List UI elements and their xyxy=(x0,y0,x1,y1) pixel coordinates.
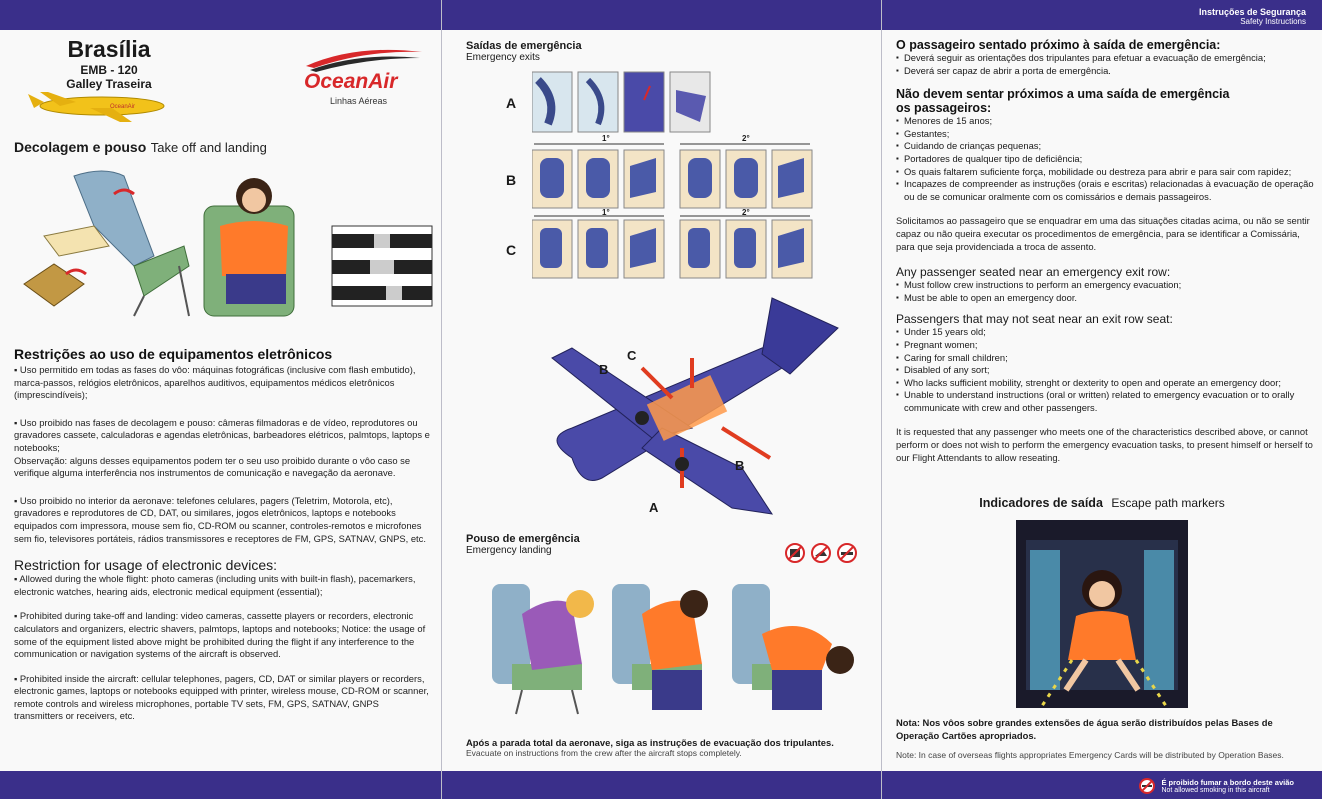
exits-title-en: Emergency exits xyxy=(466,52,540,63)
plane-exit-label-b1: B xyxy=(599,362,609,377)
seating-restriction-pt: ▪ Menores de 15 anos; xyxy=(896,115,1314,128)
row-b-second-label: 2° xyxy=(742,134,750,143)
airline-subtitle: Linhas Aéreas xyxy=(330,96,388,106)
panel-takeoff-electronics xyxy=(0,0,441,799)
seating-restriction-en: ▪ Under 15 years old; xyxy=(896,326,1314,339)
seating-restriction-en: ▪ Disabled of any sort; xyxy=(896,364,1314,377)
bottom-band xyxy=(442,771,881,799)
seating-section xyxy=(896,38,1314,464)
seating-restriction-pt: ▪ Cuidando de crianças pequenas; xyxy=(896,140,1314,153)
row-b-first-label: 1° xyxy=(602,134,610,143)
landing-title-en: Emergency landing xyxy=(466,545,552,556)
no-smoking-en: Not allowed smoking in this aircraft xyxy=(1161,787,1270,794)
no-heels-icon xyxy=(812,544,830,562)
markers-note xyxy=(896,717,1314,760)
no-smoking-icon xyxy=(1139,778,1155,794)
top-band xyxy=(442,0,881,30)
plane-exit-label-c: C xyxy=(627,348,637,363)
plane-exit-label-b2: B xyxy=(735,458,745,473)
top-band xyxy=(0,0,441,30)
header-title-block xyxy=(1199,7,1306,26)
markers-note-pt: Nota: Nos vôos sobre grandes extensões de água serão distribuídos pelas Bases de Operação Cartões apropriados. xyxy=(896,717,1273,741)
markers-title-en: Escape path markers xyxy=(1111,496,1225,510)
aircraft-name: Brasília xyxy=(67,36,151,62)
landing-note-pt: Após a parada total da aeronave, siga as instruções de evacuação dos tripulantes. xyxy=(466,737,834,748)
markers-title-pt: Indicadores de saída xyxy=(979,496,1103,510)
seating-pt-item: ▪ Deverá seguir as orientações dos tripulantes para efetuar a evacuação de emergência; xyxy=(896,52,1314,65)
aircraft-model: EMB - 120 xyxy=(80,63,138,77)
panel-seating-markers xyxy=(881,0,1322,799)
electronics-en-item-1: ▪ Allowed during the whole flight: photo cameras (including units with built-in flash), pacemarkers, electronic watches, hearing aids, electronic medical equipment (essential); xyxy=(14,573,416,597)
seating-request-pt: Solicitamos ao passageiro que se enquadrar em uma das situações citadas acima, ou não se sentir capaz ou não queira executar os procedimentos de emergência, para se identificar a Comissária, para que seja providenciada a troca de assento. xyxy=(896,215,1310,252)
landing-heading xyxy=(466,533,580,556)
header-title-en: Safety Instructions xyxy=(1240,17,1306,26)
seating-restriction-en: ▪ Who lacks sufficient mobility, strenght or dexterity to open and operate an emergency door; xyxy=(896,377,1314,390)
electronics-en-item-3: ▪ Prohibited inside the aircraft: cellular telephones, pagers, CD, DAT or similar players or recorders, electronic games, laptops or notebooks equipped with printer, wireless mouse, CD-ROM or scanner, remote controls and wireless microphones, portable TV sets, FM, GPS, SATNAV, GNPS transmitters or receivers, etc. xyxy=(14,672,429,722)
seating-restriction-en: ▪ Pregnant women; xyxy=(896,339,1314,352)
seating-title2-pt-line1: Não devem sentar próximos a uma saída de emergência xyxy=(896,87,1230,102)
seating-pt-item: ▪ Deverá ser capaz de abrir a porta de emergência. xyxy=(896,65,1314,78)
electronics-pt-item-1: ▪ Uso permitido em todas as fases do vôo: máquinas fotográficas (inclusive com flash embutido), marca-passos, relógios eletrônicos, aparelhos auditivos, equipamentos médicos eletrônicos (imprescindíveis); xyxy=(14,364,416,401)
plane-exit-label-a: A xyxy=(649,500,659,515)
landing-title-pt: Pouso de emergência xyxy=(466,533,580,545)
logo-swoosh-icon xyxy=(296,42,426,72)
row-c-label: C xyxy=(506,242,517,258)
electronics-pt-item-3: ▪ Uso proibido no interior da aeronave: telefones celulares, pagers (Teletrim, Motorola, etc), gravadores e reprodutores de CD, DAT, ou similares, jogos eletrônicos, laptops e notebooks equipados com impressora, mouse sem fio, CD-ROM ou scanner, controles-remotos e microfones sem fio, televisores portáteis, rádios transmissores e receptores de FM, GPS, SATNAV, GNPS, etc. xyxy=(14,494,426,544)
airline-name: OceanAir xyxy=(304,70,398,93)
airline-plane-icon xyxy=(20,88,170,124)
electronics-title-en: Restriction for usage of electronic devices: xyxy=(14,557,278,574)
escape-path-illustration xyxy=(1016,520,1188,708)
seating-en-item: ▪ Must follow crew instructions to perform an emergency evacuation; xyxy=(896,279,1314,292)
prohibition-icons xyxy=(784,542,860,564)
takeoff-title-pt: Decolagem e pouso xyxy=(14,139,147,155)
electronics-pt-item-2: ▪ Uso proibido nas fases de decolagem e pouso: câmeras filmadoras e de vídeo, reprodutores ou gravadores cassete, calculadoras e agendas eletrônicas, barbeadores elétricos, palmtops, laptops e notebooks; xyxy=(14,416,430,453)
no-smoking-footer xyxy=(1139,778,1294,794)
oceanair-logo xyxy=(296,42,426,106)
electronics-section xyxy=(14,346,430,723)
takeoff-illustration xyxy=(14,166,434,326)
seating-request-en: It is requested that any passenger who meets one of the characteristics described above, or cannot perform or does not wish to perform the emergency evacuation tasks, to present himself or herself to our Flight Attendants to allow reseating. xyxy=(896,426,1313,463)
header-title-pt: Instruções de Segurança xyxy=(1198,7,1306,17)
panel-exits-landing xyxy=(441,0,881,799)
seating-restriction-pt: ▪ Incapazes de compreender as instruções (orais e escritas) relacionadas à evacuação de operação ou de se comunicar oralmente com os comissários e demais passageiros. xyxy=(896,178,1314,203)
electronics-title-pt: Restrições ao uso de equipamentos eletrônicos xyxy=(14,346,333,362)
galley-label: Galley Traseira xyxy=(66,77,152,91)
no-bags-icon xyxy=(786,544,804,562)
seating-restriction-en: ▪ Unable to understand instructions (oral or written) related to emergency evacuation or to orally communicate with crew and other passengers. xyxy=(896,389,1314,414)
row-b-label: B xyxy=(506,172,517,188)
markers-heading xyxy=(882,494,1322,512)
seating-title2-en: Passengers that may not seat near an exit row seat: xyxy=(896,312,1173,327)
seating-restriction-pt: ▪ Os quais faltarem suficiente força, mobilidade ou destreza para abrir e para sair com rapidez; xyxy=(896,166,1314,179)
exits-title-pt: Saídas de emergência xyxy=(466,40,582,52)
seating-restriction-en: ▪ Caring for small children; xyxy=(896,352,1314,365)
seating-restriction-pt: ▪ Gestantes; xyxy=(896,128,1314,141)
svg-text:OceanAir: OceanAir xyxy=(110,104,136,110)
row-a-label: A xyxy=(506,95,517,111)
seating-title2-pt-line2: os passageiros: xyxy=(896,101,992,116)
takeoff-heading xyxy=(14,139,267,157)
seating-title1-en: Any passenger seated near an emergency exit row: xyxy=(896,265,1171,280)
brace-position-illustration xyxy=(482,574,862,722)
seating-en-item: ▪ Must be able to open an emergency door. xyxy=(896,292,1314,305)
no-smoking-icon xyxy=(838,544,856,562)
electronics-pt-note: Observação: alguns desses equipamentos podem ter o seu uso proibido durante o vôo caso se verifique alguma interferência nos instrumentos de comunicação e navegação da aeronave. xyxy=(14,454,411,479)
takeoff-title-en: Take off and landing xyxy=(150,140,267,155)
markers-note-en: Note: In case of overseas flights appropriates Emergency Cards will be distributed by Operation Bases. xyxy=(896,750,1284,761)
exit-procedure-illustrations xyxy=(532,70,872,282)
no-smoking-pt: É proibido fumar a bordo deste avião xyxy=(1161,778,1294,787)
electronics-en-item-2: ▪ Prohibited during take-off and landing: video cameras, cassette players or recorders, electronic calculators and organizers, electric shavers, palmtops, laptops and notebooks; Notice: the usage of some of the equipment listed above might be prohibited during the flight if any interference to the communication or navigation systems of the aircraft is observed. xyxy=(14,610,426,660)
bottom-band xyxy=(0,771,441,799)
seating-title1-pt: O passageiro sentado próximo à saída de emergência: xyxy=(896,38,1221,52)
seating-restriction-pt: ▪ Portadores de qualquer tipo de deficiência; xyxy=(896,153,1314,166)
landing-note-en: Evacuate on instructions from the crew after the aircraft stops completely. xyxy=(466,748,742,758)
aircraft-exit-diagram xyxy=(532,288,852,528)
row-c-second-label: 2° xyxy=(742,208,750,217)
aircraft-title-block xyxy=(54,36,164,91)
landing-note xyxy=(466,737,876,758)
exits-heading xyxy=(466,40,582,63)
row-c-first-label: 1° xyxy=(602,208,610,217)
